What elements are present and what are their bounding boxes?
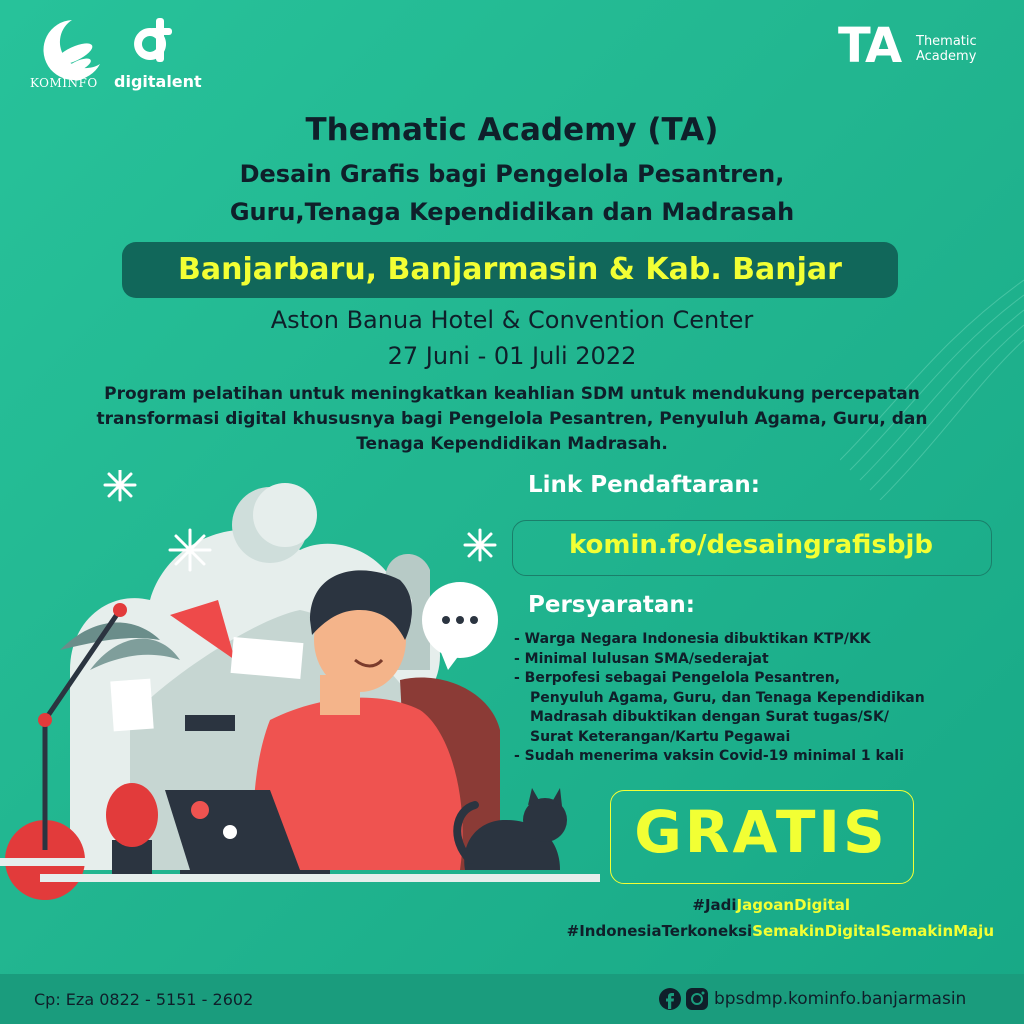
ta-logo-line2: Academy: [916, 49, 977, 64]
requirements-label: Persyaratan:: [528, 592, 695, 618]
kominfo-wordmark: KOMINFO: [30, 76, 98, 90]
registration-label: Link Pendaftaran:: [528, 472, 760, 498]
hashtag1-part2: JagoanDigital: [736, 896, 850, 914]
venue-text: Aston Banua Hotel & Convention Center: [270, 306, 754, 334]
program-description: Program pelatihan untuk meningkatkan keahlian SDM untuk mendukung percepatan transformasi digital khususnya bagi Pengelola Pesantren, Penyuluh Agama, Guru, dan Tenaga Kependidikan Madrasah.: [96, 384, 928, 454]
page-title: Thematic Academy (TA): [305, 112, 719, 148]
hashtag-indonesia-terkoneksi: [490, 922, 994, 940]
digitalent-logo: [128, 14, 184, 74]
event-dates: 27 Juni - 01 Juli 2022: [387, 342, 637, 370]
instagram-icon: [686, 988, 708, 1010]
facebook-icon: [659, 988, 681, 1010]
ta-logo-line1: Thematic: [916, 34, 977, 49]
requirement-item: - Minimal lulusan SMA/sederajat: [514, 650, 769, 667]
requirement-item: - Warga Negara Indonesia dibuktikan KTP/KK: [514, 631, 871, 647]
region-text: Banjarbaru, Banjarmasin & Kab. Banjar: [178, 252, 842, 287]
registration-link[interactable]: komin.fo/desaingrafisbjb: [568, 530, 934, 560]
price-badge: GRATIS: [634, 798, 888, 866]
subtitle-line2: Guru,Tenaga Kependidikan dan Madrasah: [229, 198, 795, 226]
subtitle-line1: Desain Grafis bagi Pengelola Pesantren,: [239, 160, 785, 188]
contact-person: Cp: Eza 0822 - 5151 - 2602: [34, 990, 254, 1009]
social-handle[interactable]: bpsdmp.kominfo.banjarmasin: [714, 989, 967, 1009]
requirements-list: [514, 630, 1004, 767]
hashtag2-part1: #IndonesiaTerkoneksi: [566, 922, 753, 940]
digitalent-wordmark: digitalent: [114, 72, 202, 91]
social-icons: [658, 986, 710, 1012]
hashtag-jadi-jagoan-digital: [520, 896, 850, 914]
requirement-item: Madrasah dibuktikan dengan Surat tugas/SK/: [530, 709, 889, 725]
ta-logo-mark: TA: [838, 18, 901, 74]
ta-logo-text: [916, 34, 1006, 64]
illustration-man-at-laptop: [0, 470, 600, 930]
requirement-item: Surat Keterangan/Kartu Pegawai: [530, 728, 791, 745]
requirement-item: Penyuluh Agama, Guru, dan Tenaga Kependidikan: [530, 689, 925, 706]
requirement-item: - Berpofesi sebagai Pengelola Pesantren,: [514, 670, 841, 686]
requirement-item: - Sudah menerima vaksin Covid-19 minimal 1 kali: [514, 748, 904, 764]
hashtag1-part1: #Jadi: [692, 896, 737, 914]
hashtag2-part2: SemakinDigitalSemakinMaju: [752, 922, 994, 940]
